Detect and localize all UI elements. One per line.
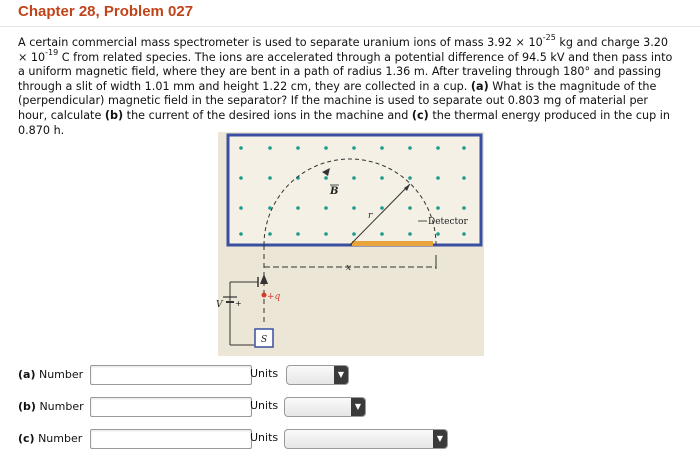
answer-b-number-input[interactable] xyxy=(90,397,252,417)
answer-b-units-select[interactable] xyxy=(284,397,366,417)
answer-c-label xyxy=(18,432,82,445)
field-dot xyxy=(408,232,412,236)
answer-b-tag: (b) xyxy=(18,400,36,413)
chevron-down-icon: ▼ xyxy=(351,398,365,416)
answer-a-label xyxy=(18,368,83,381)
chevron-down-icon: ▼ xyxy=(433,430,447,448)
field-dot xyxy=(352,232,356,236)
field-dot xyxy=(296,146,300,150)
field-dot xyxy=(324,232,328,236)
field-dot xyxy=(436,176,440,180)
charge-exponent: -19 xyxy=(45,47,59,57)
problem-text-1: A certain commercial mass spectrometer is used to separate uranium ions of mass 3.92 × 10 xyxy=(18,36,543,49)
field-dot xyxy=(296,232,300,236)
problem-text-3: C from related species. The ions are accelerated through a potential difference of 94.5 kV and then pass into a uniform magnetic field, where they are bent in a path of radius 1.36 m. After traveling through 180° and passing through a slit of width 1.01 mm and height 1.22 cm, they are collected in a cup. xyxy=(18,50,673,93)
field-dot xyxy=(239,176,243,180)
chevron-down-icon: ▼ xyxy=(334,366,348,384)
problem-text-4: What is the magnitude of the (perpendicular) magnetic field in the separator? If the machine is used to separate out 0.803 mg of material per hour, calculate xyxy=(18,79,657,122)
field-dot xyxy=(239,206,243,210)
radius-label: r xyxy=(368,211,373,221)
b-field-label: B xyxy=(330,186,339,197)
mass-spectrometer-figure xyxy=(218,132,484,356)
field-dot xyxy=(296,206,300,210)
answer-a-tag: (a) xyxy=(18,368,36,381)
problem-title: Chapter 28, Problem 027 xyxy=(18,3,194,20)
answer-row-b xyxy=(18,397,378,419)
answer-a-number-label: Number xyxy=(38,368,84,381)
field-dot xyxy=(268,232,272,236)
field-dot xyxy=(324,146,328,150)
answer-c-units-label: Units xyxy=(250,431,279,444)
field-dot xyxy=(324,206,328,210)
ion-particle xyxy=(262,293,267,298)
field-dot xyxy=(436,146,440,150)
field-dot xyxy=(268,176,272,180)
ion-charge-label: +q xyxy=(267,292,281,302)
part-c-tag: (c) xyxy=(411,108,429,122)
field-dot xyxy=(462,232,466,236)
field-dot xyxy=(462,176,466,180)
answer-row-a xyxy=(18,365,358,387)
title-divider xyxy=(0,26,700,27)
field-dot xyxy=(408,206,412,210)
answer-b-number-label: Number xyxy=(39,400,84,413)
figure-svg xyxy=(218,132,484,356)
field-dot xyxy=(352,176,356,180)
field-dot xyxy=(436,232,440,236)
field-dot xyxy=(268,146,272,150)
field-dot xyxy=(462,146,466,150)
answer-row-c xyxy=(18,429,458,451)
field-dot xyxy=(408,176,412,180)
field-dot xyxy=(380,232,384,236)
field-dot xyxy=(352,146,356,150)
part-a-tag: (a) xyxy=(470,79,489,93)
problem-text-2: kg and charge 3.20 × 10 xyxy=(18,36,669,64)
field-dot xyxy=(436,206,440,210)
x-dimension-label: x xyxy=(346,263,352,273)
field-dot xyxy=(380,176,384,180)
detector-bar xyxy=(352,241,433,246)
answer-c-units-select[interactable] xyxy=(284,429,448,449)
field-dot xyxy=(324,176,328,180)
voltage-label: V xyxy=(216,300,223,310)
answer-c-number-input[interactable] xyxy=(90,429,252,449)
answer-a-units-label: Units xyxy=(250,367,279,380)
answer-a-units-select[interactable] xyxy=(286,365,349,385)
ion-source-label: S xyxy=(261,335,268,345)
answer-c-number-label: Number xyxy=(38,432,83,445)
problem-text-5: the current of the desired ions in the machine and xyxy=(123,108,412,122)
problem-statement xyxy=(18,33,678,138)
field-dot xyxy=(239,146,243,150)
part-b-tag: (b) xyxy=(104,108,124,122)
field-dot xyxy=(239,232,243,236)
field-dot xyxy=(408,146,412,150)
detector-label: Detector xyxy=(428,217,468,227)
mass-exponent: -25 xyxy=(542,33,556,43)
field-dot xyxy=(352,206,356,210)
problem-text-6: the thermal energy produced in the cup in 0.870 h. xyxy=(18,108,670,137)
field-dot xyxy=(380,146,384,150)
field-dot xyxy=(462,206,466,210)
answer-b-units-label: Units xyxy=(250,399,279,412)
battery-plus-label: + xyxy=(235,299,242,308)
answer-a-number-input[interactable] xyxy=(90,365,252,385)
answer-b-label xyxy=(18,400,84,413)
answer-c-tag: (c) xyxy=(18,432,35,445)
field-dot xyxy=(380,206,384,210)
